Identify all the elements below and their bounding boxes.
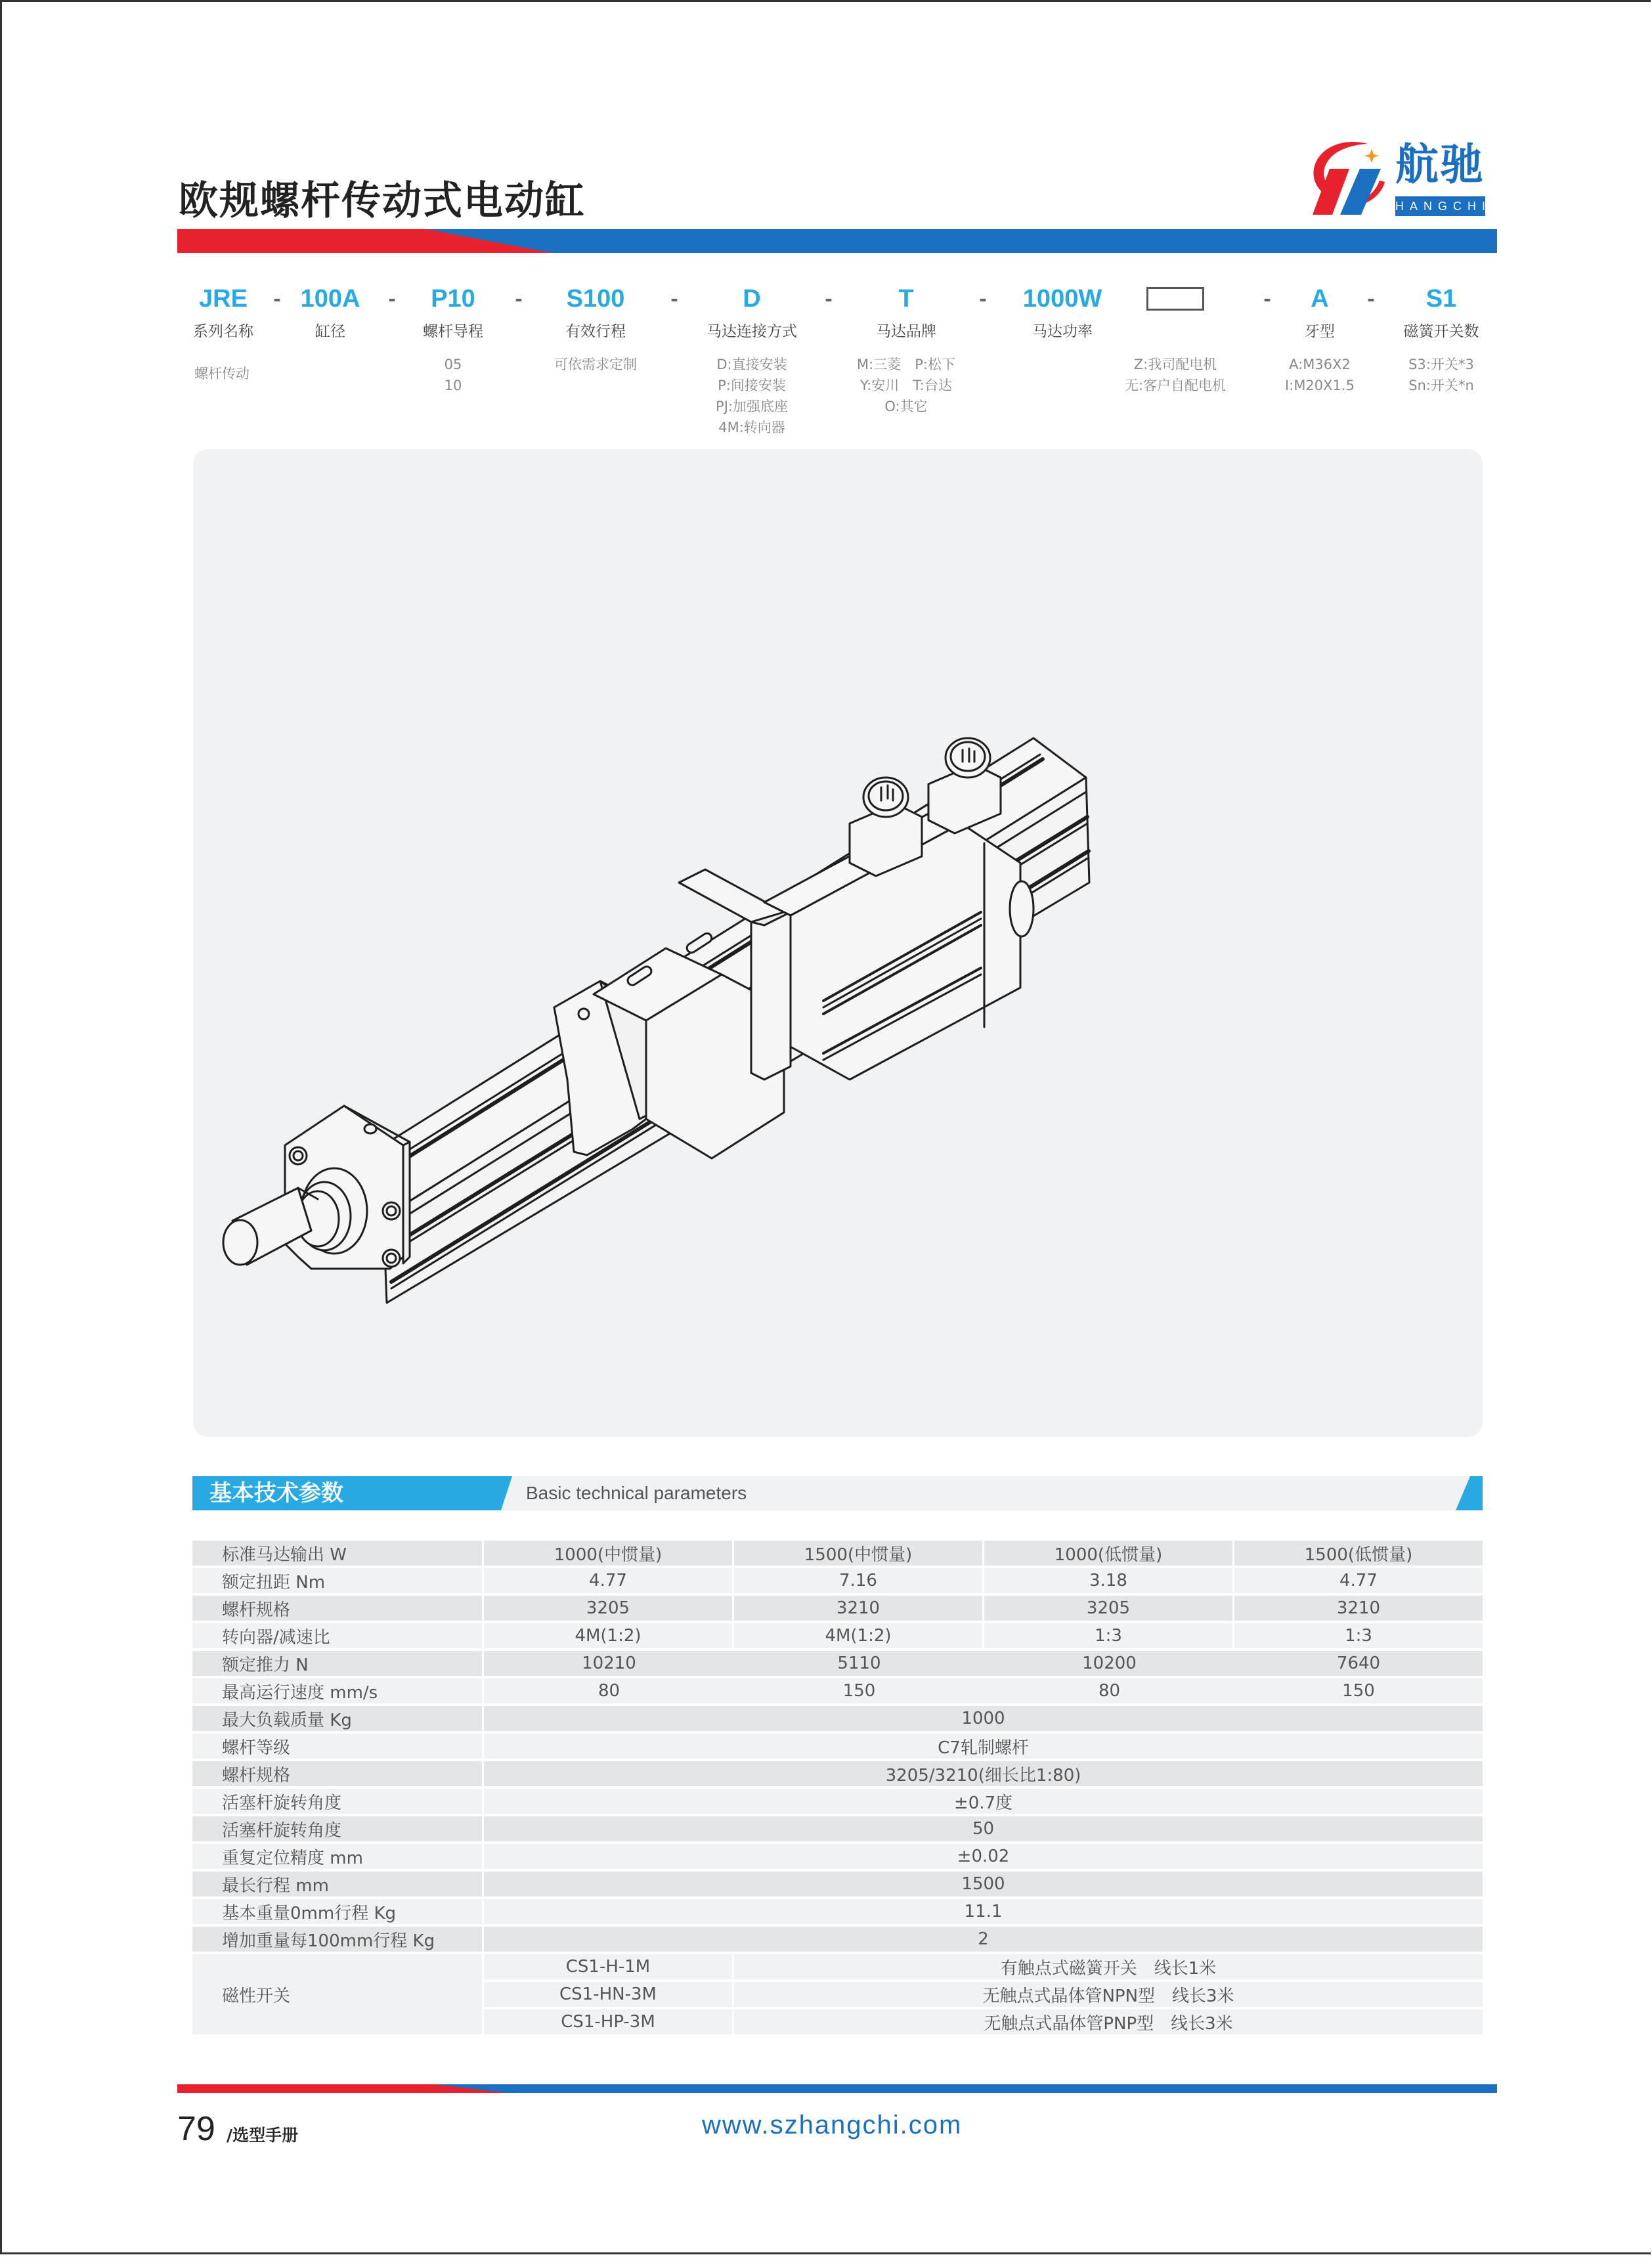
code-segment-bore (301, 279, 360, 345)
code-options (1404, 354, 1479, 396)
row-label: 最高运行速度 mm/s (192, 1678, 484, 1706)
front-end-cap (285, 1106, 410, 1269)
table-cell: 150 (734, 1678, 984, 1706)
table-cell: ±0.02 (484, 1844, 1483, 1872)
row-label: 额定扭距 Nm (192, 1568, 484, 1596)
row-label: 最大负载质量 Kg (192, 1706, 484, 1734)
table-cell: C7轧制螺杆 (484, 1734, 1483, 1761)
page-label: /选型手册 (227, 2126, 299, 2145)
table-cell: 150 (1234, 1678, 1483, 1706)
table-cell: 1500(中惯量) (734, 1541, 984, 1568)
code-label (1125, 318, 1226, 345)
switch-model: CS1-HP-3M (484, 2009, 734, 2037)
table-row (192, 1844, 1483, 1872)
switch-model: CS1-H-1M (484, 1954, 734, 1982)
table-cell: 1500 (484, 1872, 1483, 1899)
table-cell: 4.77 (1234, 1568, 1483, 1596)
code-separator: - (1263, 286, 1271, 311)
table-cell: 3210 (1234, 1596, 1483, 1623)
code-option: P:间接安装 (718, 378, 786, 393)
table-cell: 11.1 (484, 1899, 1483, 1927)
code-options-series (194, 363, 250, 384)
header-stripe (177, 229, 1497, 253)
code-option: M:三菱 P:松下 (857, 357, 955, 372)
row-label: 螺杆规格 (192, 1596, 484, 1623)
code-label: 系列名称 (193, 323, 253, 340)
table-cell: 2 (484, 1927, 1483, 1954)
switch-model: CS1-HN-3M (484, 1982, 734, 2009)
code-option: Z:我司配电机 (1133, 357, 1217, 372)
table-cell: 10200 (984, 1651, 1234, 1678)
code-label: 缸径 (315, 323, 345, 340)
code-label: 马达品牌 (876, 323, 936, 340)
code-label: 牙型 (1305, 323, 1335, 340)
code-value: P10 (431, 285, 475, 313)
page-title: 欧规螺杆传动式电动缸 (179, 178, 586, 224)
product-image-panel (193, 449, 1483, 1437)
code-value: JRE (199, 285, 248, 313)
code-separator: - (670, 286, 678, 311)
code-option: A:M36X2 (1289, 357, 1351, 372)
code-segment-motor-supply (1125, 279, 1226, 396)
code-blank-slot (1125, 279, 1226, 318)
code-label: 磁簧开关数 (1403, 323, 1479, 340)
table-row (192, 1651, 1483, 1678)
section-title-en: Basic technical parameters (526, 1483, 747, 1503)
hangchi-logo-mark-icon (1303, 135, 1395, 220)
section-header (192, 1476, 1483, 1510)
table-row (192, 1761, 1483, 1789)
logo-text-en: HANGCHI (1395, 196, 1485, 216)
table-cell: 4.77 (484, 1568, 734, 1596)
code-segment-thread (1285, 279, 1355, 396)
table-cell: 3205 (484, 1596, 734, 1623)
table-cell: 4M(1:2) (484, 1623, 734, 1651)
code-option: 无:客户自配电机 (1124, 378, 1227, 393)
table-cell: 5110 (734, 1651, 984, 1678)
website-link[interactable]: www.szhangchi.com (702, 2111, 963, 2139)
code-options (423, 354, 483, 396)
spec-table (192, 1541, 1483, 2037)
code-value: S1 (1425, 285, 1457, 313)
code-segment-motor-mount (706, 279, 797, 438)
code-option: 4M:转向器 (718, 420, 785, 435)
row-label: 螺杆规格 (192, 1761, 484, 1789)
electric-cylinder-drawing-icon (193, 449, 1483, 1437)
code-value: 1000W (1022, 285, 1102, 313)
footer-stripe (177, 2084, 1497, 2093)
row-label: 重复定位精度 mm (192, 1844, 484, 1872)
table-cell: 3205 (984, 1596, 1234, 1623)
table-cell: 50 (484, 1816, 1483, 1844)
row-label: 转向器/减速比 (192, 1623, 484, 1651)
code-options (1285, 354, 1355, 396)
code-option: 螺杆传动 (194, 366, 250, 382)
code-blank-box (1146, 287, 1204, 311)
table-cell: 1:3 (984, 1623, 1234, 1651)
code-segment-motor-power (1023, 279, 1102, 345)
table-cell: 4M(1:2) (734, 1623, 984, 1651)
table-row (192, 1706, 1483, 1734)
code-options (1125, 354, 1226, 396)
code-value: 100A (300, 285, 360, 313)
code-option: S3:开关*3 (1408, 357, 1474, 372)
code-label: 马达连接方式 (706, 323, 797, 340)
code-value: A (1311, 285, 1329, 313)
table-row (192, 1816, 1483, 1844)
row-label: 螺杆等级 (192, 1734, 484, 1761)
row-label: 增加重量每100mm行程 Kg (192, 1927, 484, 1954)
code-option: 可依需求定制 (554, 357, 637, 372)
table-cell: 10210 (484, 1651, 734, 1678)
row-label: 活塞杆旋转角度 (192, 1789, 484, 1816)
table-cell: 1500(低惯量) (1234, 1541, 1483, 1568)
code-options (706, 354, 797, 438)
section-header-bg (192, 1476, 1483, 1510)
code-options (554, 354, 637, 375)
code-value: S100 (566, 285, 625, 313)
switch-desc: 无触点式晶体管NPN型 线长3米 (734, 1982, 1483, 2009)
hangchi-logo (1303, 135, 1500, 220)
switch-desc: 有触点式磁簧开关 线长1米 (734, 1954, 1483, 1982)
code-segment-lead (423, 279, 483, 396)
table-cell: 1000(低惯量) (984, 1541, 1234, 1568)
code-option: Y:安川 T:台达 (860, 378, 952, 393)
row-label: 磁性开关 (192, 1954, 484, 2037)
code-options (857, 354, 955, 417)
code-label: 螺杆导程 (423, 323, 483, 340)
row-label: 活塞杆旋转角度 (192, 1816, 484, 1844)
code-separator: - (388, 286, 396, 311)
code-option: 10 (444, 378, 462, 393)
table-cell: 3210 (734, 1596, 984, 1623)
table-row-magnetic-switch (192, 1954, 1483, 1982)
code-option: Sn:开关*n (1408, 378, 1474, 393)
table-row (192, 1789, 1483, 1816)
code-segment-switches (1404, 279, 1479, 396)
table-cell: 3205/3210(细长比1:80) (484, 1761, 1483, 1789)
logo-text-cn: 航驰 (1395, 139, 1485, 190)
table-row (192, 1734, 1483, 1761)
code-option: O:其它 (884, 399, 928, 414)
table-cell: 1000 (484, 1706, 1483, 1734)
table-cell: 7.16 (734, 1568, 984, 1596)
code-separator: - (1367, 286, 1375, 311)
table-row (192, 1541, 1483, 1568)
table-cell: 80 (984, 1678, 1234, 1706)
row-label: 额定推力 N (192, 1651, 484, 1678)
code-label: 有效行程 (565, 323, 626, 340)
table-cell: 7640 (1234, 1651, 1483, 1678)
code-segment-stroke (554, 279, 637, 375)
table-cell: 1:3 (1234, 1623, 1483, 1651)
row-label: 最长行程 mm (192, 1872, 484, 1899)
code-option: D:直接安装 (716, 357, 787, 372)
table-row (192, 1568, 1483, 1596)
table-row (192, 1927, 1483, 1954)
code-separator: - (979, 286, 987, 311)
table-row (192, 1623, 1483, 1651)
table-cell: ±0.7度 (484, 1789, 1483, 1816)
code-option: I:M20X1.5 (1285, 378, 1355, 393)
code-value: D (743, 285, 761, 313)
row-label: 基本重量0mm行程 Kg (192, 1899, 484, 1927)
table-cell: 1000(中惯量) (484, 1541, 734, 1568)
page-number: 79 (177, 2110, 215, 2148)
table-cell: 3.18 (984, 1568, 1234, 1596)
code-segment-series (193, 279, 253, 345)
table-row (192, 1872, 1483, 1899)
code-separator: - (515, 286, 523, 311)
code-value: T (898, 285, 914, 313)
table-cell: 80 (484, 1678, 734, 1706)
code-segment-motor-brand (857, 279, 955, 417)
section-title-cn: 基本技术参数 (209, 1480, 343, 1506)
code-separator: - (825, 286, 833, 311)
switch-desc: 无触点式晶体管PNP型 线长3米 (734, 2009, 1483, 2037)
code-option: 05 (444, 357, 462, 372)
table-row (192, 1678, 1483, 1706)
table-row (192, 1596, 1483, 1623)
code-label: 马达功率 (1032, 323, 1093, 340)
code-separator: - (273, 286, 281, 311)
table-row (192, 1899, 1483, 1927)
row-label: 标准马达输出 W (192, 1541, 484, 1568)
code-option: PJ:加强底座 (716, 399, 788, 414)
